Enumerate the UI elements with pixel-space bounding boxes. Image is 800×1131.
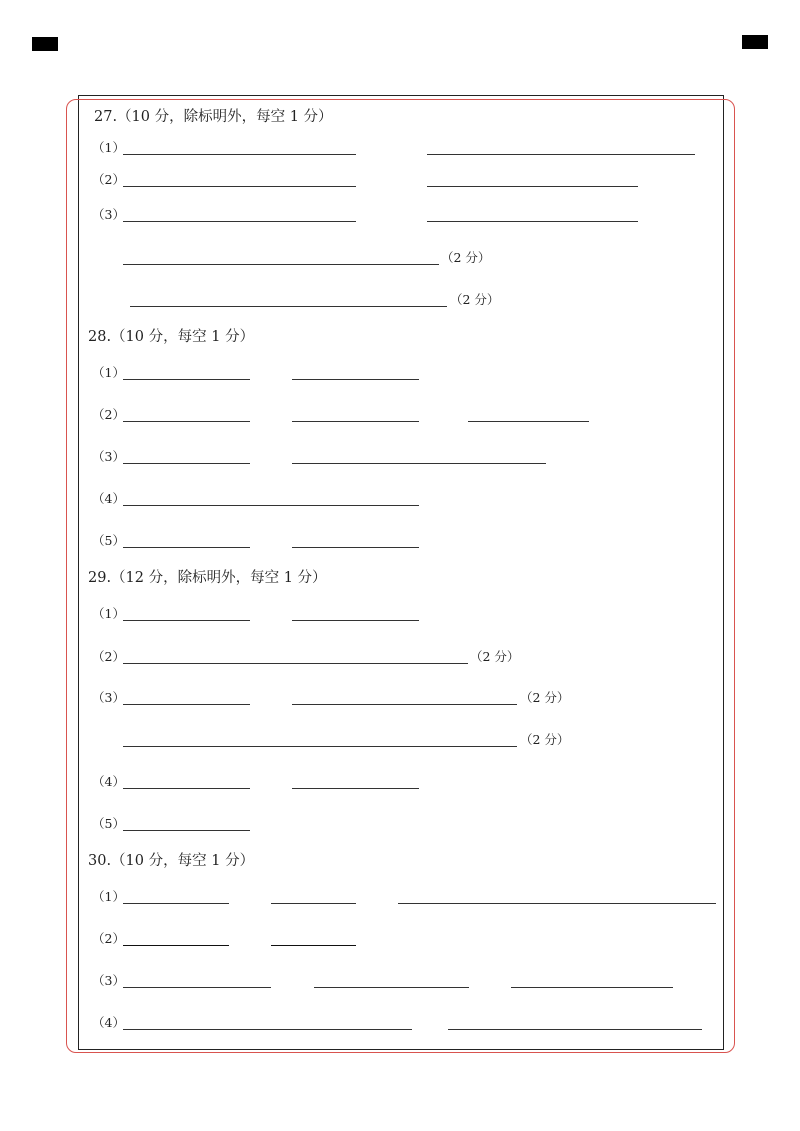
q27-1-blank-b[interactable] <box>427 154 695 155</box>
q27-2-blank-b[interactable] <box>427 186 638 187</box>
q30-4-blank-a[interactable] <box>123 1029 412 1030</box>
q29-3-blank-b[interactable] <box>292 704 517 705</box>
q28-item-1-label: （1） <box>92 365 125 380</box>
q27-3-blank-c[interactable] <box>123 264 439 265</box>
q30-3-blank-c[interactable] <box>511 987 673 988</box>
q30-1-blank-b[interactable] <box>271 903 356 904</box>
q30-title: 30.（10 分，每空 1 分） <box>88 853 255 869</box>
alignment-mark-left <box>32 37 58 51</box>
q27-points-b: （2 分） <box>450 292 500 307</box>
q28-item-5-label: （5） <box>92 533 125 548</box>
q27-item-1-label: （1） <box>92 140 125 155</box>
q30-item-4-label: （4） <box>92 1015 125 1030</box>
q29-1-blank-b[interactable] <box>292 620 419 621</box>
q30-2-blank-a[interactable] <box>123 945 229 946</box>
q29-3-blank-a[interactable] <box>123 704 250 705</box>
q27-item-3-label: （3） <box>92 207 125 222</box>
q29-4-blank-a[interactable] <box>123 788 250 789</box>
q28-4-blank-a[interactable] <box>123 505 419 506</box>
q28-2-blank-a[interactable] <box>123 421 250 422</box>
q27-3-blank-b[interactable] <box>427 221 638 222</box>
q29-item-2-label: （2） <box>92 649 125 664</box>
q30-4-blank-b[interactable] <box>448 1029 702 1030</box>
q29-title: 29.（12 分，除标明外，每空 1 分） <box>88 570 327 586</box>
q28-5-blank-a[interactable] <box>123 547 250 548</box>
q30-3-blank-b[interactable] <box>314 987 469 988</box>
q28-title: 28.（10 分，每空 1 分） <box>88 329 255 345</box>
q29-2-blank-a[interactable] <box>123 663 468 664</box>
alignment-mark-right <box>742 35 768 49</box>
q29-1-blank-a[interactable] <box>123 620 250 621</box>
q30-1-blank-c[interactable] <box>398 903 716 904</box>
q30-3-blank-a[interactable] <box>123 987 271 988</box>
q29-4-blank-b[interactable] <box>292 788 419 789</box>
q27-3-blank-d[interactable] <box>130 306 447 307</box>
q27-1-blank-a[interactable] <box>123 154 356 155</box>
q29-item-1-label: （1） <box>92 606 125 621</box>
q27-2-blank-a[interactable] <box>123 186 356 187</box>
q30-item-3-label: （3） <box>92 973 125 988</box>
q28-2-blank-b[interactable] <box>292 421 419 422</box>
q28-5-blank-b[interactable] <box>292 547 419 548</box>
q29-item-5-label: （5） <box>92 816 125 831</box>
q28-item-4-label: （4） <box>92 491 125 506</box>
q27-item-2-label: （2） <box>92 172 125 187</box>
q28-3-blank-a[interactable] <box>123 463 250 464</box>
q28-item-3-label: （3） <box>92 449 125 464</box>
q28-1-blank-a[interactable] <box>123 379 250 380</box>
q29-3-points-b: （2 分） <box>520 732 570 747</box>
q27-3-blank-a[interactable] <box>123 221 356 222</box>
q28-3-blank-b[interactable] <box>292 463 546 464</box>
q28-2-blank-c[interactable] <box>468 421 589 422</box>
q29-item-3-label: （3） <box>92 690 125 705</box>
q27-points-a: （2 分） <box>441 250 491 265</box>
q27-title: 27.（10 分，除标明外，每空 1 分） <box>94 109 333 125</box>
q29-3-blank-c[interactable] <box>123 746 517 747</box>
q30-2-blank-b[interactable] <box>271 945 356 946</box>
q28-1-blank-b[interactable] <box>292 379 419 380</box>
q30-item-2-label: （2） <box>92 931 125 946</box>
q29-item-4-label: （4） <box>92 774 125 789</box>
q29-3-points-a: （2 分） <box>520 690 570 705</box>
q30-1-blank-a[interactable] <box>123 903 229 904</box>
q29-5-blank-a[interactable] <box>123 830 250 831</box>
q28-item-2-label: （2） <box>92 407 125 422</box>
q30-item-1-label: （1） <box>92 889 125 904</box>
q29-2-points: （2 分） <box>470 649 520 664</box>
